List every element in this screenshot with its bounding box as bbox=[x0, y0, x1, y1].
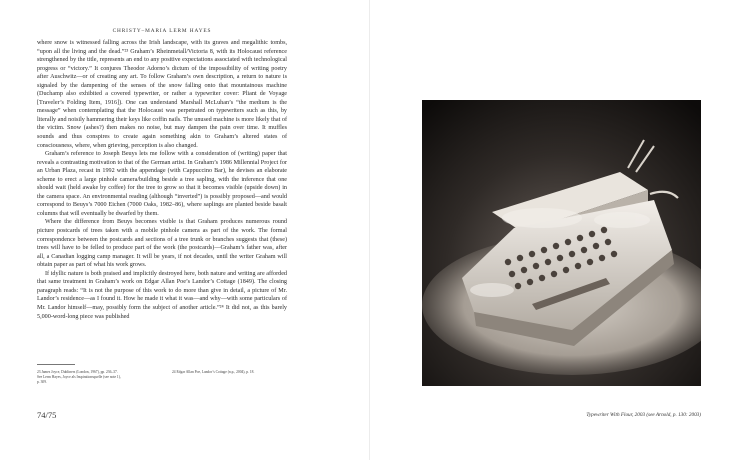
paragraph: Where the difference from Beuys becomes visible is that Graham produces numerous round picture postcards of trees taken with a mobile pinhole camera as part of the work. The formal correspondence between the postcards and sections of a tree trunk or branches suggests that (these) trees will have to be felled to produce part of the work (the postcards)—Graham’s father was, after all, a Canadian logging camp manager. It will be years, if not decades, until the writer Graham will obtain paper as part of what his work grows. bbox=[37, 219, 287, 269]
running-head: CHRISTY–MARIA LERM HAYES bbox=[112, 28, 212, 34]
image-caption: Typewriter With Flour, 2003 (see Arnold, p. 130: 2003) bbox=[586, 412, 701, 418]
footnote-23: 23 James Joyce, Dubliners (London, 1967), pp. 236–37. See Lerm Hayes, Joyce als Inspirationsquelle (see note 1), p. 309. bbox=[37, 370, 121, 384]
paragraph: Graham’s reference to Joseph Beuys lets me follow with a consideration of (writing) paper that reveals a contrasting motivation to that of the German artist. In Graham’s 1986 Millennial Project for an Urban Plaza, recast in 1992 with the appendage (with Cappuccino Bar), he devises an elaborate scheme to erect a large pinhole camera/building beside a tree sapling, with the inference that one should wait (held awake by coffee) for the tree to grow so that it becomes visible (upside down) in the camera space. An environmental reading (although “inverted”) is possibly proposed—and would correspond to Beuys’s 7000 Eichen (7000 Oaks, 1982–86), where saplings are planted beside basalt columns that will eventually be dwarfed by them. bbox=[37, 151, 287, 217]
body-text bbox=[37, 39, 287, 321]
footnote-24: 24 Edgar Allan Poe, Landor’s Cottage (n.p., 2004), p. 18. bbox=[172, 370, 255, 374]
typewriter-photo bbox=[422, 100, 701, 386]
footnote-rule bbox=[37, 364, 75, 365]
page-gutter bbox=[369, 0, 370, 460]
paragraph: If idyllic nature is both praised and implicitly destroyed here, both nature and writing are afforded that same treatment in Graham’s work on Edgar Allan Poe’s Landor’s Cottage (1849). The closing paragraph reads: “It is not the purpose of this work to do more than give in detail, a picture of Mr. Landor’s residence—as I found it. How he made it what it was—and why—with some particulars of Mr. Landor himself—may, possibly form the subject of another article.”²⁴ It did not, as this barely 5,000-word-long piece was published bbox=[37, 270, 287, 320]
page-number: 74/75 bbox=[37, 410, 57, 420]
paragraph: where snow is witnessed falling across the Irish landscape, with its graves and megalithic tombs, “upon all the living and the dead.”²³ Graham’s Rheinmetall/Victoria 8, with its Holocaust reference strengthened by the title, represents an end to any positive expectations associated with technological progress or “victory.” It conjures Theodor Adorno’s dictum of the impossibility of writing poetry after Auschwitz—or of creating any art. To follow Graham’s own description, a return to nature is signaled by the dampening of the senses of the snow falling onto that mountainous machine (Duchamp also exhibited a covered typewriter, or rather a typewriter cover: Pliant de Voyage [Traveler’s Folding Item, 1916]). One can understand Marshall McLuhan’s “the medium is the message” when contemplating that the Holocaust was perpetrated on typewriters such as this, by literally and noisily hammering their keys like coffin nails. The unused machine is more likely that of the victim. Snow (ashes?) then makes no noise, but may dampen the pain over time. It muffles sounds and thus conspires to create again something akin to Graham’s altered states of consciousness, where, when grieving, perception is also changed. bbox=[37, 40, 287, 149]
